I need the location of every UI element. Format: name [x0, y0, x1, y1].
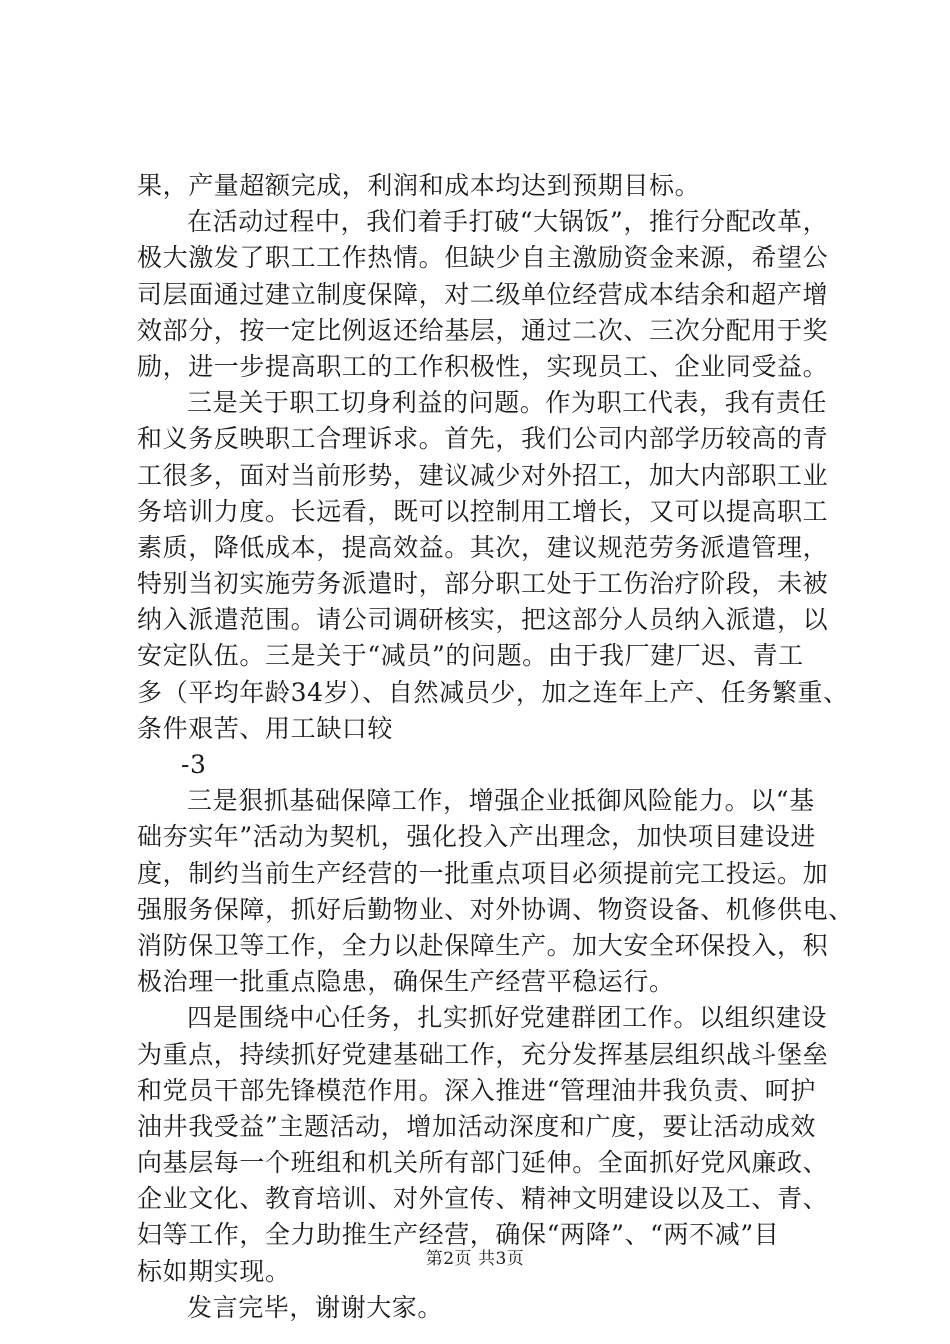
text-line: 在活动过程中，我们着手打破“大锅饭”，推行分配改革， [187, 207, 829, 237]
text-line: 强服务保障，抓好后勤物业、对外协调、物资设备、机修供电、 [137, 894, 854, 924]
text-line: 和党员干部先锋模范作用。深入推进“管理油井我负责、呵护 [137, 1075, 816, 1105]
text-line: 条件艰苦、用工缺口较 [137, 713, 394, 743]
text-line: 标如期实现。 [137, 1256, 291, 1286]
text-line: 特别当初实施劳务派遣时，部分职工处于工伤治疗阶段，未被 [137, 569, 829, 599]
text-line: 安定队伍。三是关于“减员”的问题。由于我厂建厂迟、青工 [137, 641, 804, 671]
text-line: 度，制约当前生产经营的一批重点项目必须提前完工投运。加 [137, 858, 829, 888]
page-footer: 第2页 共3页 [425, 1249, 525, 1269]
inline-page-number: -3 [181, 750, 207, 779]
text-line: 效部分，按一定比例返还给基层，通过二次、三次分配用于奖 [137, 315, 829, 345]
document-body [137, 168, 854, 1326]
text-line: 励，进一步提高职工的工作积极性，实现员工、企业同受益。 [137, 351, 829, 381]
text-line: 司层面通过建立制度保障，对二级单位经营成本结余和超产增 [137, 279, 829, 309]
text-line: 发言完毕，谢谢大家。 [187, 1292, 444, 1322]
text-line: 三是狠抓基础保障工作，增强企业抵御风险能力。以“基 [187, 786, 815, 816]
text-line: 础夯实年”活动为契机，强化投入产出理念，加快项目建设进 [137, 822, 816, 852]
text-line: 三是关于职工切身利益的问题。作为职工代表，我有责任 [187, 388, 828, 418]
text-line: 向基层每一个班组和机关所有部门延伸。全面抓好党风廉政、 [137, 1148, 829, 1178]
text-line: 油井我受益”主题活动，增加活动深度和广度，要让活动成效 [137, 1111, 816, 1141]
text-line: 务培训力度。长远看，既可以控制用工增长，又可以提高职工 [137, 496, 829, 526]
text-line: 多（平均年龄34岁）、自然减员少，加之连年上产、任务繁重、 [137, 677, 849, 707]
text-line: 消防保卫等工作，全力以赴保障生产。加大安全环保投入，积 [137, 930, 829, 960]
text-line: 极治理一批重点隐患，确保生产经营平稳运行。 [137, 967, 675, 997]
text-line: 素质，降低成本，提高效益。其次，建议规范劳务派遣管理， [137, 532, 829, 562]
text-line: 极大激发了职工工作热情。但缺少自主激励资金来源，希望公 [137, 243, 829, 273]
text-line: 果，产量超额完成，利润和成本均达到预期目标。 [137, 171, 701, 200]
text-line: 为重点，持续抓好党建基础工作，充分发挥基层组织战斗堡垒 [137, 1039, 829, 1069]
text-line: 企业文化、教育培训、对外宣传、精神文明建设以及工、青、 [137, 1184, 829, 1214]
text-line: 和义务反映职工合理诉求。首先，我们公司内部学历较高的青 [137, 424, 829, 454]
text-line: 工很多，面对当前形势，建议减少对外招工，加大内部职工业 [137, 460, 829, 490]
text-line: 妇等工作，全力助推生产经营，确保“两降”、“两不减”目 [137, 1220, 780, 1250]
text-line: 四是围绕中心任务，扎实抓好党建群团工作。以组织建设 [187, 1003, 828, 1033]
text-line: 纳入派遣范围。请公司调研核实，把这部分人员纳入派遣，以 [137, 605, 829, 635]
